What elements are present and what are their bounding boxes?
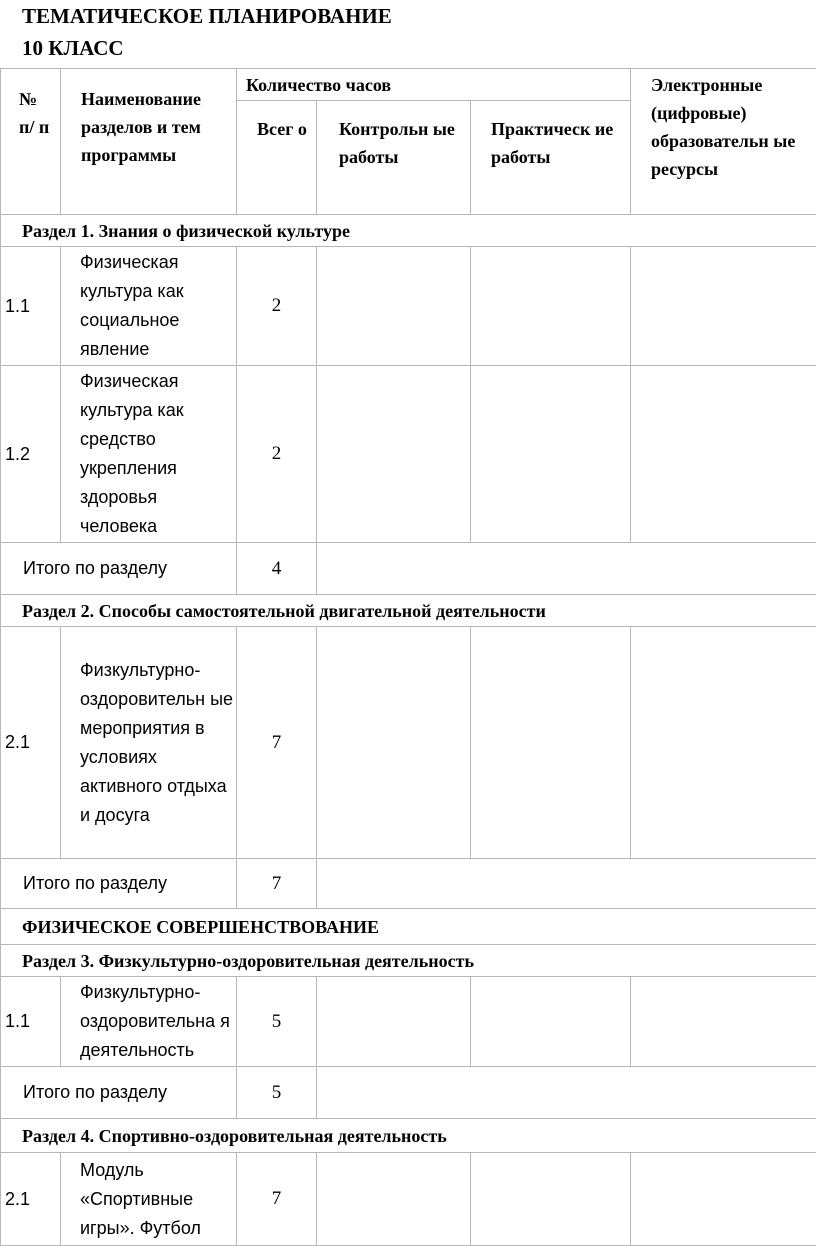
- table-row: [1, 247, 816, 366]
- section-total-empty: [317, 859, 816, 909]
- row-control-cell: [317, 1153, 471, 1246]
- row-practical-cell: [471, 366, 631, 543]
- row-number: 2.1: [1, 627, 61, 859]
- row-hours: 7: [237, 1153, 317, 1246]
- row-resources-cell: [631, 1153, 816, 1246]
- row-hours: 7: [237, 627, 317, 859]
- section-total-hours: 7: [237, 859, 317, 909]
- header-name: Наименование разделов и тем программы: [61, 69, 237, 215]
- planning-table: [0, 68, 816, 1246]
- row-topic-name: Физическая культура как средство укрепления здоровья человека: [61, 366, 237, 543]
- section-title: Раздел 4. Спортивно-оздоровительная деятельность: [1, 1119, 816, 1153]
- header-hours-group: Количество часов: [237, 69, 631, 101]
- section-total-hours: 5: [237, 1067, 317, 1119]
- section-title: Раздел 2. Способы самостоятельной двигательной деятельности: [1, 595, 816, 627]
- section-total-row: [1, 1067, 816, 1119]
- section-total-label: Итого по разделу: [1, 1067, 237, 1119]
- row-practical-cell: [471, 247, 631, 366]
- row-control-cell: [317, 247, 471, 366]
- row-practical-cell: [471, 1153, 631, 1246]
- table-row: [1, 366, 816, 543]
- header-num: № п/ п: [1, 69, 61, 215]
- table-row: [1, 977, 816, 1067]
- header-practical: Практическ ие работы: [471, 101, 631, 215]
- row-number: 1.2: [1, 366, 61, 543]
- row-resources-cell: [631, 366, 816, 543]
- section-total-row: [1, 543, 816, 595]
- row-resources-cell: [631, 247, 816, 366]
- row-topic-name: Физкультурно-оздоровительн ые мероприятия в условиях активного отдыха и досуга: [61, 627, 237, 859]
- row-hours: 2: [237, 247, 317, 366]
- header-resources: Электронные (цифровые) образовательн ые ресурсы: [631, 69, 816, 215]
- row-topic-name: Физическая культура как социальное явление: [61, 247, 237, 366]
- section-title: Раздел 1. Знания о физической культуре: [1, 215, 816, 247]
- section-total-hours: 4: [237, 543, 317, 595]
- row-number: 1.1: [1, 247, 61, 366]
- header-control: Контрольн ые работы: [317, 101, 471, 215]
- section-total-row: [1, 859, 816, 909]
- row-number: 2.1: [1, 1153, 61, 1246]
- section-total-label: Итого по разделу: [1, 543, 237, 595]
- row-number: 1.1: [1, 977, 61, 1067]
- page-subtitle: 10 КЛАСС: [22, 36, 124, 60]
- section-total-label: Итого по разделу: [1, 859, 237, 909]
- row-control-cell: [317, 366, 471, 543]
- page-title: ТЕМАТИЧЕСКОЕ ПЛАНИРОВАНИЕ: [22, 4, 392, 28]
- row-practical-cell: [471, 627, 631, 859]
- row-resources-cell: [631, 627, 816, 859]
- section-total-empty: [317, 543, 816, 595]
- table-row: [1, 627, 816, 859]
- row-topic-name: Физкультурно-оздоровительна я деятельность: [61, 977, 237, 1067]
- section-total-empty: [317, 1067, 816, 1119]
- part-heading: ФИЗИЧЕСКОЕ СОВЕРШЕНСТВОВАНИЕ: [1, 909, 816, 945]
- row-control-cell: [317, 627, 471, 859]
- row-resources-cell: [631, 977, 816, 1067]
- row-practical-cell: [471, 977, 631, 1067]
- header-total: Всег о: [237, 101, 317, 215]
- section-title: Раздел 3. Физкультурно-оздоровительная деятельность: [1, 945, 816, 977]
- row-topic-name: Модуль «Спортивные игры». Футбол: [61, 1153, 237, 1246]
- row-hours: 5: [237, 977, 317, 1067]
- table-row: [1, 1153, 816, 1246]
- row-hours: 2: [237, 366, 317, 543]
- row-control-cell: [317, 977, 471, 1067]
